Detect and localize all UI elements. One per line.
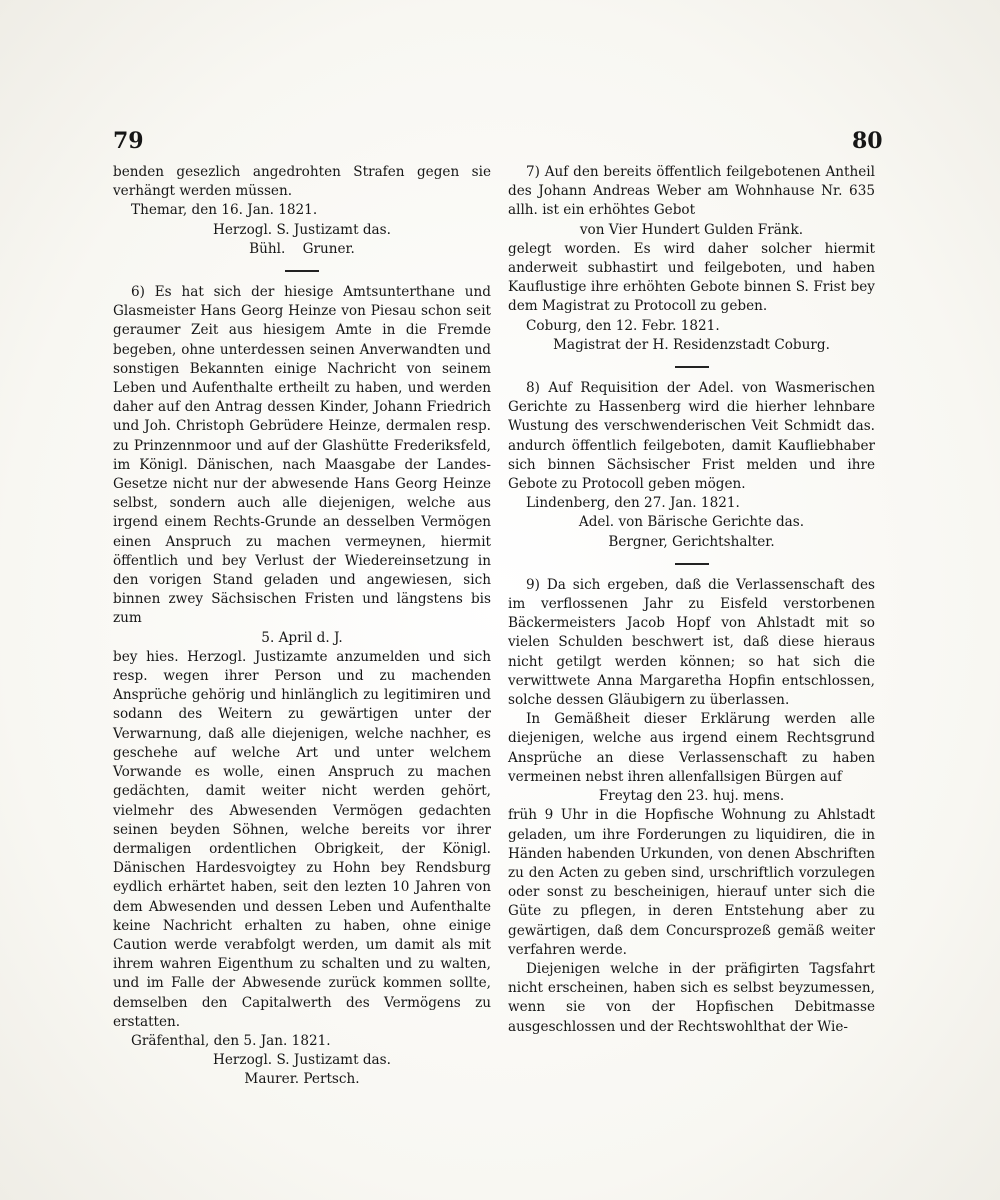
continued-text: benden gesezlich angedrohten Strafen gegen sie verhängt werden müssen. [113,164,491,200]
notice-6-deadline: 5. April d. J. [261,629,343,646]
notice-7-text: 7) Auf den bereits öffentlich feilgebotenen Antheil des Johann Andreas Weber am Wohnhause Nr. 635 allh. ist ein erhöhtes Gebot [508,164,875,219]
left-column [113,163,491,1090]
notice-8-signer: Bergner, Gerichtshalter. [608,533,775,550]
notice-8-text: 8) Auf Requisition der Adel. von Wasmerischen Gerichte zu Hassenberg wird die hierher lehnbare Wustung des verschwenderischen Veit Schmidt das. andurch öffentlich feilgeboten, damit Kaufliebhaber sich binnen Sächsischer Frist melden und ihre Gebote zu Protocoll geben mögen. [508,380,875,493]
section-divider [675,366,709,368]
notice-9-text: 9) Da sich ergeben, daß die Verlassenschaft des im verflossenen Jahr zu Eisfeld verstorbenen Bäckermeisters Jacob Hopf von Ahlstadt mit so vielen Schulden beschwert ist, daß diese hieraus nicht getilgt werden können; so hat sich die verwittwete Anna Margaretha Hopfin entschlossen, solche dessen Gläubigern zu überlassen. [508,576,875,709]
continued-office: Herzogl. S. Justizamt das. [213,221,391,238]
continued-signers: Bühl. Gruner. [249,240,355,257]
notice-6-date: Gräfenthal, den 5. Jan. 1821. [131,1032,331,1049]
notice-8-date: Lindenberg, den 27. Jan. 1821. [526,495,740,512]
notice-7-date: Coburg, den 12. Febr. 1821. [526,317,720,334]
notice-7-text-continued: gelegt worden. Es wird daher solcher hiermit anderweit subhastirt und feilgeboten, und haben Kauflustige ihre erhöhten Gebote binnen S. Frist bey dem Magistrat zu Protocoll zu geben. [508,240,875,315]
page-number-right: 80 [852,128,883,154]
right-column [508,163,875,1037]
notice-7-bid: von Vier Hundert Gulden Fränk. [579,221,804,238]
notice-6-text: 6) Es hat sich der hiesige Amtsunterthane und Glasmeister Hans Georg Heinze von Piesau schon seit geraumer Zeit aus hiesigem Amte in die Fremde begeben, ohne unterdessen seinen Anverwandten und sonstigen Bekannten einige Nachricht von seinem Leben und Aufenthalte ertheilt zu haben, und werden daher auf den Antrag dessen Kinder, Johann Friedrich und Joh. Christoph Gebrüdere Heinze, dermalen resp. zu Prinzennmoor und auf der Glashütte Frederiksfeld, im Königl. Dänischen, nach Maasgabe der Landes-Gesetze nicht nur der abwesende Hans Georg Heinze selbst, sondern auch alle diejenigen, welche aus irgend einem Rechts-Grunde an desselben Vermögen einen Anspruch zu machen vermeynen, hiermit öffentlich und bey Verlust der Wiedereinsetzung in den vorigen Stand geladen und angewiesen, sich binnen zwey Sächsischen Fristen und längstens bis zum [113,284,491,627]
notice-9-text-2: In Gemäßheit dieser Erklärung werden alle diejenigen, welche aus irgend einem Rechtsgrund Ansprüche an diese Verlassenschaft zu haben vermeinen nebst ihren allenfallsigen Bürgen auf [508,711,875,785]
notice-6-office: Herzogl. S. Justizamt das. [213,1052,391,1069]
notice-8-office: Adel. von Bärische Gerichte das. [578,514,805,531]
section-divider [675,563,709,565]
section-divider [285,270,319,272]
notice-9-text-3: früh 9 Uhr in die Hopfische Wohnung zu Ahlstadt geladen, um ihre Forderungen zu liquidiren, die in Händen habenden Urkunden, von denen Abschriften zu den Acten zu geben sind, urschriftlich vorzulegen oder sonst zu bescheinigen, hierauf unter sich die Güte zu pflegen, in deren Entstehung aber zu gewärtigen, daß dem Concursprozeß gemäß weiter verfahren werde. [508,807,875,958]
notice-9-deadline: Freytag den 23. huj. mens. [598,788,785,805]
continued-date: Themar, den 16. Jan. 1821. [131,202,318,219]
notice-7-signer: Magistrat der H. Residenzstadt Coburg. [553,336,830,353]
page-number-left: 79 [113,128,144,154]
notice-6-signers: Maurer. Pertsch. [244,1071,360,1088]
notice-9-text-4: Diejenigen welche in der präfigirten Tagsfahrt nicht erscheinen, haben sich es selbst beyzumessen, wenn sie von der Hopfischen Debitmasse ausgeschlossen und der Rechtswohlthat der Wie- [508,960,875,1035]
notice-6-text-continued: bey hies. Herzogl. Justizamte anzumelden und sich resp. wegen ihrer Person und zu machenden Ansprüche gehörig und hinlänglich zu legitimiren und sodann des Weitern zu gewärtigen unter der Verwarnung, daß alle diejenigen, welche nachher, es geschehe auf welche Art und unter welchem Vorwande es wolle, einen Anspruch zu machen gedächten, damit weiter nicht werden gehört, vielmehr des Abwesenden Vermögen gedachten seinen beyden Söhnen, welche bereits vor ihrer dermaligen ordentlichen Obrigkeit, der Königl. Dänischen Hardesvoigtey zu Hohn bey Rendsburg eydlich erhärtet haben, seit den lezten 10 Jahren von dem Abwesenden und dessen Leben und Aufenthalte keine Nachricht erhalten zu haben, ohne einige Caution werde verabfolgt werden, um damit als mit ihrem wahren Eigenthum zu schalten und zu walten, und im Falle der Abwesende zurück kommen sollte, demselben den Capitalwerth des Vermögens zu erstatten. [113,648,491,1030]
